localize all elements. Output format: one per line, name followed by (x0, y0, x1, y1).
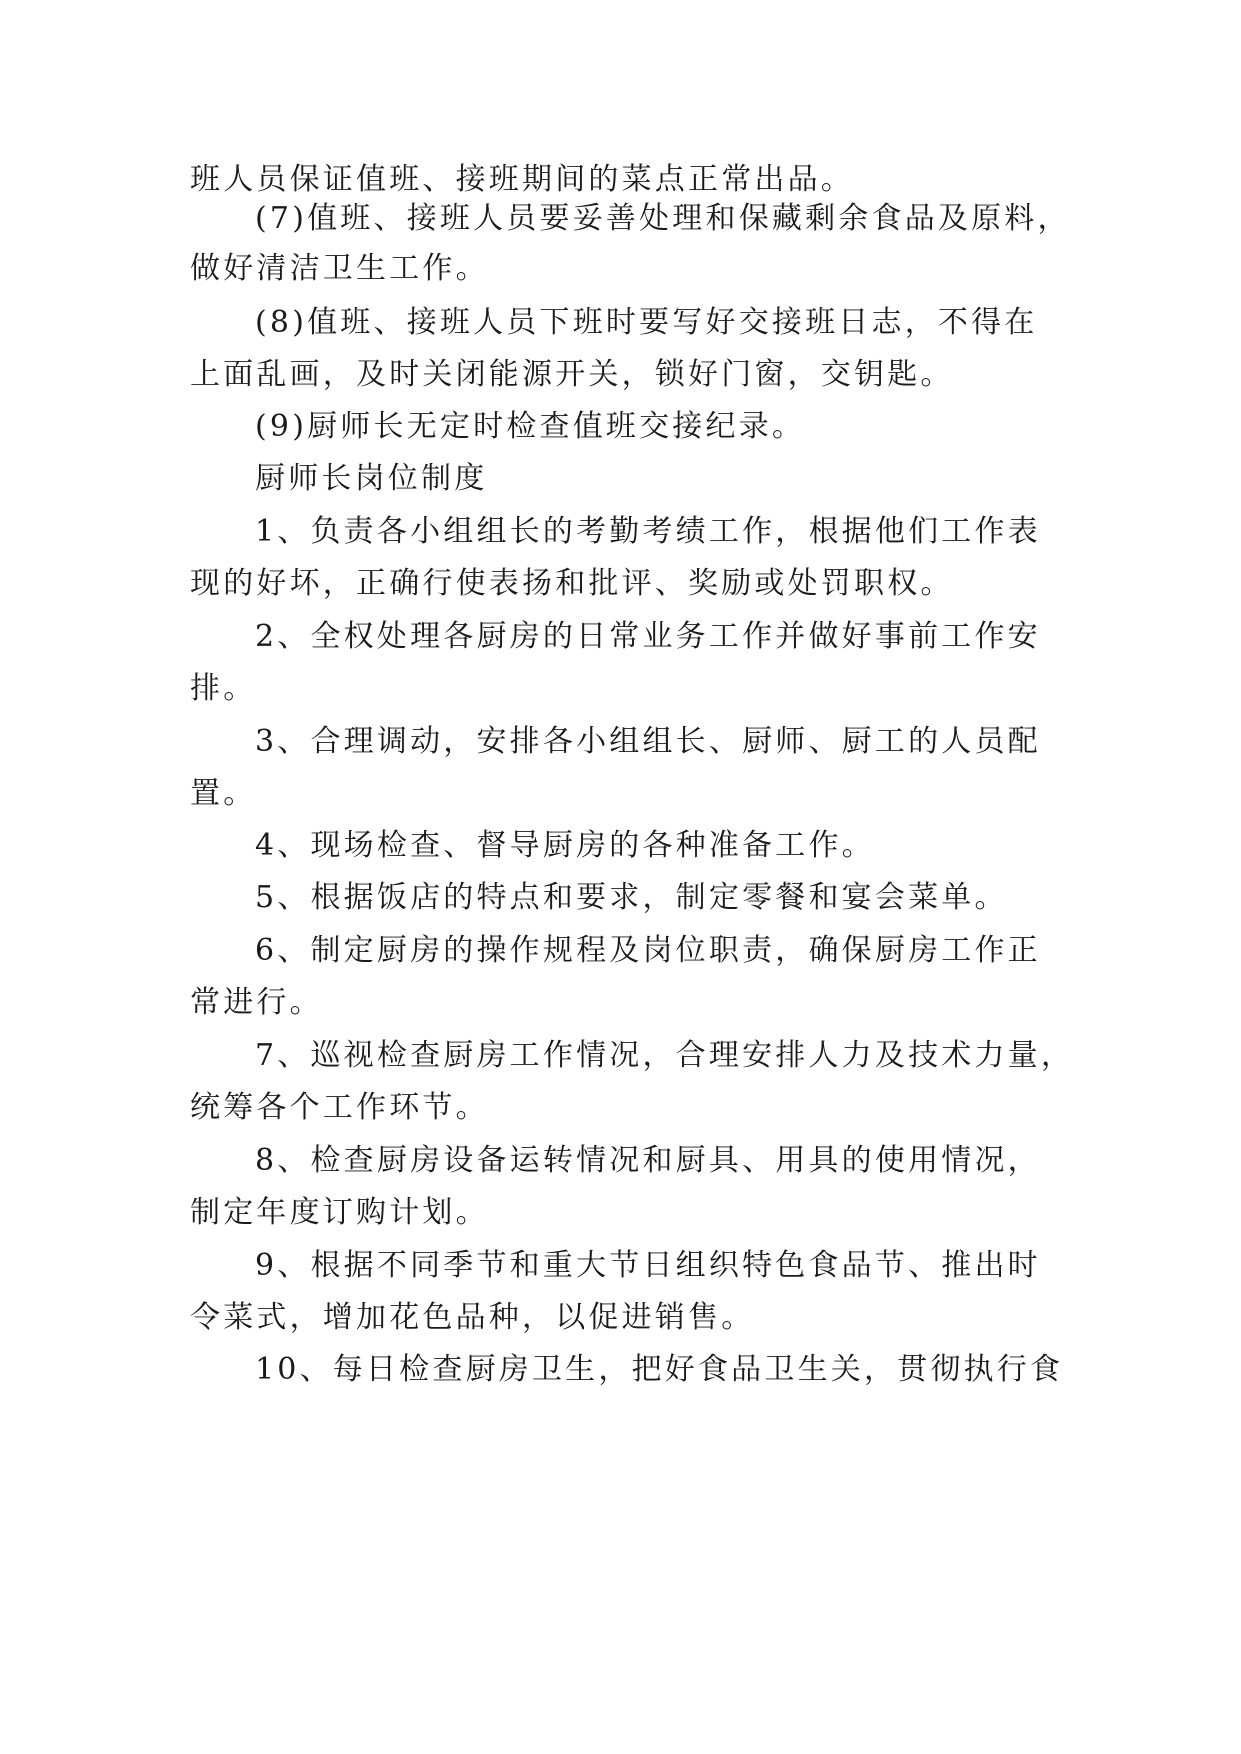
text-line: 3、合理调动，安排各小组组长、厨师、厨工的人员配 (255, 724, 1041, 759)
text-line: 6、制定厨房的操作规程及岗位职责，确保厨房工作正 (255, 933, 1041, 968)
section-heading: 厨师长岗位制度 (255, 461, 488, 496)
text-line: 8、检查厨房设备运转情况和厨具、用具的使用情况， (255, 1143, 1041, 1178)
text-line: 10、每日检查厨房卫生，把好食品卫生关，贯彻执行食 (255, 1352, 1064, 1387)
text-line: (8)值班、接班人员下班时要写好交接班日志，不得在 (255, 305, 1038, 340)
text-line: 2、全权处理各厨房的日常业务工作并做好事前工作安 (255, 619, 1041, 654)
text-line: 统筹各个工作环节。 (190, 1090, 489, 1125)
text-line: 置。 (190, 776, 257, 811)
text-line: 4、现场检查、督导厨房的各种准备工作。 (255, 828, 875, 863)
text-line: 上面乱画，及时关闭能源开关，锁好门窗，交钥匙。 (190, 357, 954, 392)
text-line: 现的好坏，正确行使表扬和批评、奖励或处罚职权。 (190, 566, 954, 601)
text-line: 1、负责各小组组长的考勤考绩工作，根据他们工作表 (255, 514, 1041, 549)
text-line: (7)值班、接班人员要妥善处理和保藏剩余食品及原料， (255, 201, 1071, 236)
text-line: 做好清洁卫生工作。 (190, 251, 489, 286)
text-line: 7、巡视检查厨房工作情况，合理安排人力及技术力量， (255, 1038, 1075, 1073)
text-line: (9)厨师长无定时检查值班交接纪录。 (255, 409, 806, 444)
text-line: 令菜式，增加花色品种，以促进销售。 (190, 1300, 755, 1335)
text-line: 排。 (190, 671, 257, 706)
text-line: 5、根据饭店的特点和要求，制定零餐和宴会菜单。 (255, 880, 1008, 915)
text-line: 9、根据不同季节和重大节日组织特色食品节、推出时 (255, 1248, 1041, 1283)
text-line: 制定年度订购计划。 (190, 1195, 489, 1230)
text-line: 常进行。 (190, 985, 323, 1020)
text-line: 班人员保证值班、接班期间的菜点正常出品。 (190, 162, 854, 197)
